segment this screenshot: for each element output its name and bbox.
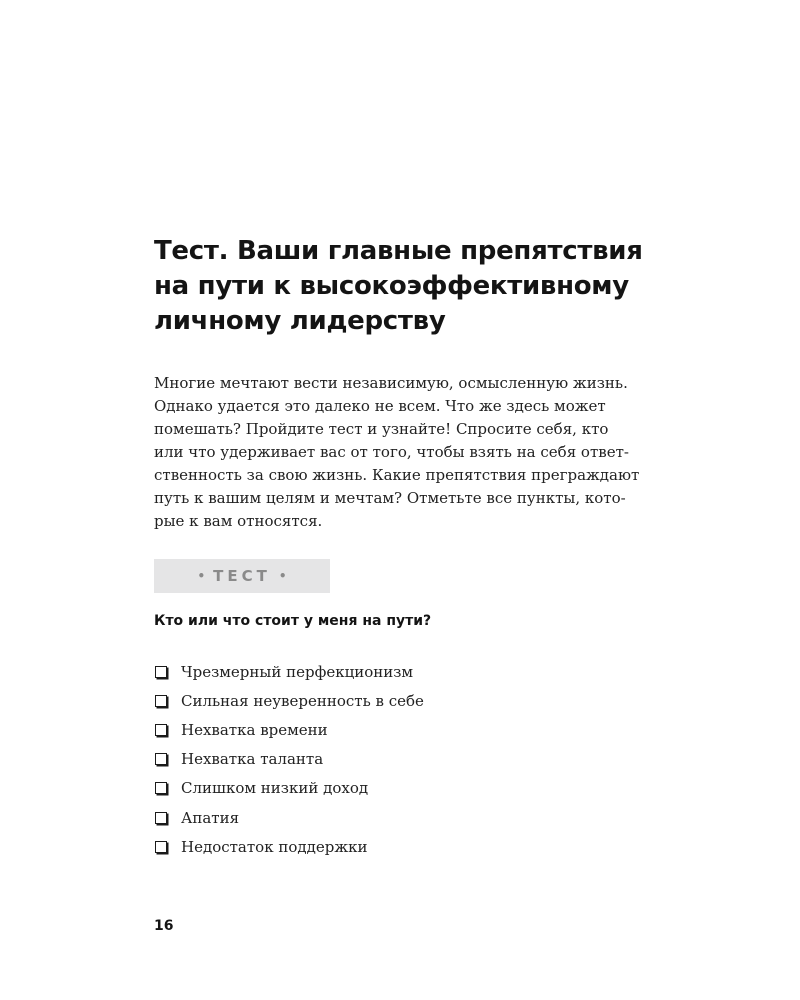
checklist-item[interactable] — [154, 715, 424, 744]
checklist-item[interactable] — [154, 657, 424, 686]
title-line: Тест. Ваши главные препятствия — [154, 236, 643, 266]
checklist-item[interactable] — [154, 803, 424, 832]
intro-line: путь к вашим целям и мечтам? Отметьте все пункты, кото- — [154, 489, 626, 507]
checklist-item-label: Апатия — [181, 808, 240, 827]
intro-line: Однако удается это далеко не всем. Что же здесь может — [154, 397, 606, 415]
test-badge — [154, 559, 330, 593]
intro-paragraph — [154, 372, 674, 533]
checklist-item-label: Нехватка времени — [181, 720, 328, 739]
title-line: личному лидерству — [154, 306, 446, 336]
title-line: на пути к высокоэффективному — [154, 271, 629, 301]
checklist-item[interactable] — [154, 832, 424, 861]
checkbox-icon[interactable] — [155, 782, 167, 794]
test-badge-label: ТЕСТ — [213, 567, 271, 585]
checklist-item-label: Нехватка таланта — [181, 750, 324, 769]
checklist-item-label: Недостаток поддержки — [181, 837, 368, 856]
checkbox-icon[interactable] — [155, 724, 167, 736]
bullet-icon: • — [278, 569, 287, 583]
checkbox-icon[interactable] — [155, 753, 167, 765]
bullet-icon: • — [197, 569, 206, 583]
checklist-item-label: Чрезмерный перфекционизм — [181, 662, 414, 681]
intro-line: или что удерживает вас от того, чтобы взять на себя ответ- — [154, 443, 629, 461]
intro-line: ственность за свою жизнь. Какие препятствия преграждают — [154, 466, 640, 484]
checkbox-icon[interactable] — [155, 841, 167, 853]
checklist-item-label: Слишком низкий доход — [181, 779, 369, 798]
intro-line: помешать? Пройдите тест и узнайте! Спросите себя, кто — [154, 420, 609, 438]
checklist-item[interactable] — [154, 686, 424, 715]
checklist-item-label: Сильная неуверенность в себе — [181, 691, 424, 710]
checklist-item[interactable] — [154, 745, 424, 774]
intro-line: рые к вам относятся. — [154, 512, 323, 530]
checkbox-icon[interactable] — [155, 812, 167, 824]
checklist-item[interactable] — [154, 774, 424, 803]
checkbox-icon[interactable] — [155, 666, 167, 678]
intro-line: Многие мечтают вести независимую, осмысленную жизнь. — [154, 374, 628, 392]
page-number: 16 — [154, 918, 174, 934]
checklist — [154, 657, 424, 861]
question-heading: Кто или что стоит у меня на пути? — [154, 613, 432, 629]
section-title — [154, 234, 674, 339]
checkbox-icon[interactable] — [155, 695, 167, 707]
